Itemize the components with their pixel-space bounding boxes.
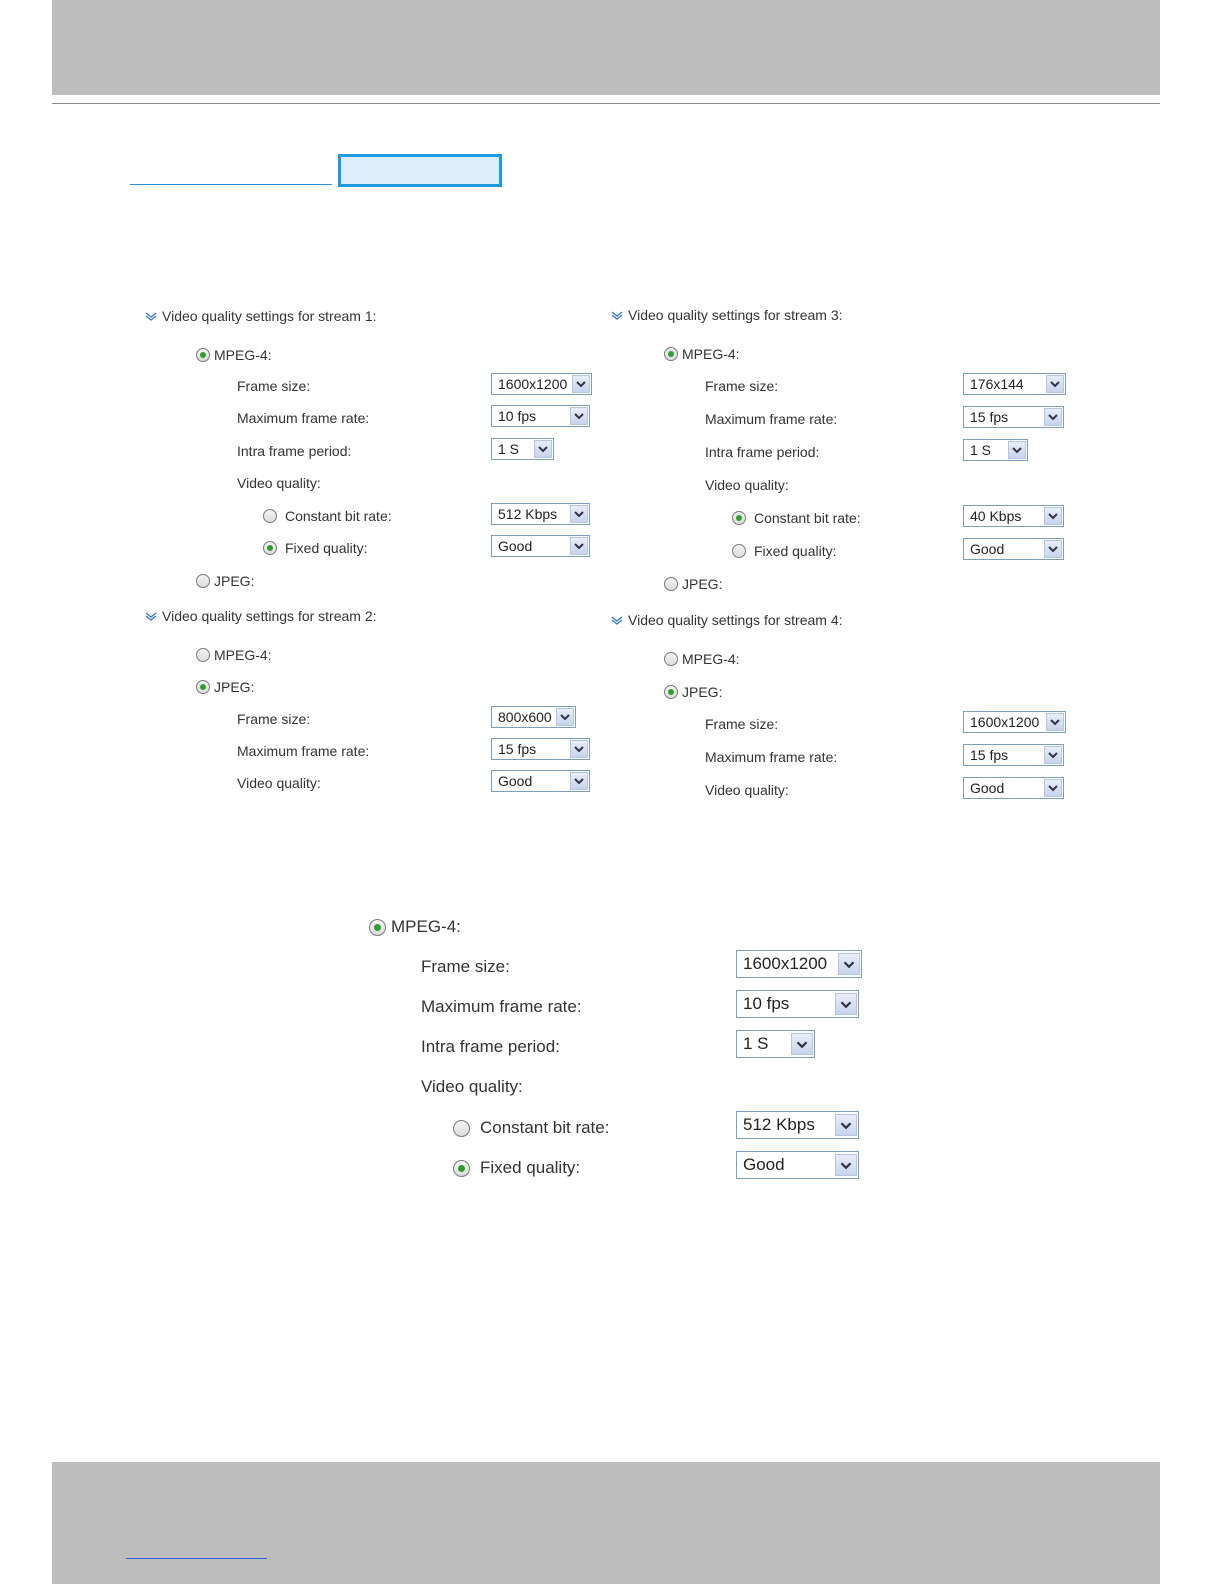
stream3-intra-value: 1 S: [970, 442, 992, 458]
chevron-down-icon[interactable]: [534, 440, 552, 458]
chevron-down-icon[interactable]: [570, 772, 588, 790]
stream3-frame-size-label: Frame size:: [705, 378, 779, 394]
chevron-down-icon[interactable]: [1008, 441, 1026, 459]
stream4-max-rate-select[interactable]: [963, 744, 1064, 766]
zoom-fixed-radio[interactable]: [453, 1160, 470, 1177]
stream1-fixed-value: Good: [498, 538, 533, 554]
stream1-max-rate-select[interactable]: [491, 405, 590, 427]
stream2-jpeg-option[interactable]: [196, 675, 254, 699]
stream4-vq-value: Good: [970, 780, 1005, 796]
stream4-frame-size-label: Frame size:: [705, 716, 779, 732]
stream3-cbr-label: Constant bit rate:: [754, 510, 861, 526]
stream1-cbr-value: 512 Kbps: [498, 506, 558, 522]
stream1-cbr-label: Constant bit rate:: [285, 508, 392, 524]
chevron-down-icon[interactable]: [570, 407, 588, 425]
chevron-down-icon[interactable]: [572, 375, 590, 393]
stream4-jpeg-radio[interactable]: [664, 685, 678, 699]
chevron-down-icon[interactable]: [1044, 408, 1062, 426]
stream1-intra-value: 1 S: [498, 441, 520, 457]
stream3-title: Video quality settings for stream 3:: [628, 307, 843, 323]
zoom-cbr-option[interactable]: [453, 1113, 609, 1143]
stream4-mpeg4-option[interactable]: [664, 647, 740, 671]
stream3-cbr-radio[interactable]: [732, 511, 746, 525]
stream3-max-rate-select[interactable]: [963, 406, 1064, 428]
chevron-down-icon[interactable]: [791, 1033, 813, 1055]
zoom-intra-select[interactable]: [736, 1030, 815, 1058]
stream3-vq-label: Video quality:: [705, 477, 789, 493]
stream1-mpeg4-option[interactable]: [196, 343, 272, 367]
footer-link-underline[interactable]: [126, 1558, 267, 1559]
stream3-mpeg4-radio[interactable]: [664, 347, 678, 361]
stream3-fixed-value: Good: [970, 541, 1005, 557]
stream2-frame-size-select[interactable]: [491, 706, 576, 728]
stream3-fixed-option[interactable]: [732, 539, 836, 563]
zoom-fixed-option[interactable]: [453, 1153, 580, 1183]
stream3-cbr-select[interactable]: [963, 505, 1064, 527]
stream3-max-rate-value: 15 fps: [970, 409, 1009, 425]
stream1-frame-size-select[interactable]: [491, 373, 592, 395]
nav-link-underline[interactable]: [130, 184, 332, 185]
zoom-max-rate-value: 10 fps: [743, 994, 790, 1013]
stream4-mpeg4-label: MPEG-4:: [682, 651, 740, 667]
stream3-jpeg-option[interactable]: [664, 572, 722, 596]
chevron-down-icon[interactable]: [835, 1114, 857, 1136]
zoom-mpeg4-radio[interactable]: [369, 919, 386, 936]
stream1-mpeg4-label: MPEG-4:: [214, 347, 272, 363]
footer-band: [52, 1462, 1160, 1584]
stream1-section-toggle[interactable]: [145, 304, 377, 328]
stream1-intra-select[interactable]: [491, 438, 554, 460]
chevron-down-icon[interactable]: [1046, 713, 1064, 731]
chevron-down-icon[interactable]: [556, 708, 574, 726]
stream4-max-rate-label: Maximum frame rate:: [705, 749, 838, 765]
zoom-cbr-radio[interactable]: [453, 1120, 470, 1137]
stream1-title: Video quality settings for stream 1:: [162, 308, 377, 324]
chevron-down-icon[interactable]: [1044, 746, 1062, 764]
chevron-down-icon[interactable]: [570, 537, 588, 555]
header-band: [52, 0, 1160, 95]
chevron-down-icon[interactable]: [835, 1154, 857, 1176]
stream2-mpeg4-label: MPEG-4:: [214, 647, 272, 663]
stream4-section-toggle[interactable]: [611, 608, 843, 632]
stream3-jpeg-label: JPEG:: [682, 576, 723, 592]
stream2-vq-select[interactable]: [491, 770, 590, 792]
stream2-frame-size-label: Frame size:: [237, 711, 311, 727]
zoom-mpeg4-label: MPEG-4:: [391, 917, 461, 936]
stream2-max-rate-select[interactable]: [491, 738, 590, 760]
zoom-cbr-label: Constant bit rate:: [480, 1118, 610, 1137]
stream2-frame-size-value: 800x600: [498, 709, 552, 725]
stream2-jpeg-radio[interactable]: [196, 680, 210, 694]
stream1-fixed-radio[interactable]: [263, 541, 277, 555]
stream3-frame-size-select[interactable]: [963, 373, 1066, 395]
stream2-max-rate-value: 15 fps: [498, 741, 537, 757]
stream2-title: Video quality settings for stream 2:: [162, 608, 377, 624]
zoom-mpeg4-option[interactable]: [369, 912, 461, 942]
stream4-jpeg-option[interactable]: [664, 680, 722, 704]
chevron-down-icon[interactable]: [1046, 375, 1064, 393]
stream4-frame-size-value: 1600x1200: [970, 714, 1040, 730]
zoom-intra-label: Intra frame period:: [421, 1037, 560, 1056]
stream1-cbr-option[interactable]: [263, 504, 392, 528]
nav-highlight-box[interactable]: [338, 154, 502, 187]
stream4-max-rate-value: 15 fps: [970, 747, 1009, 763]
zoom-cbr-select[interactable]: [736, 1111, 859, 1139]
zoom-frame-size-select[interactable]: [736, 950, 862, 978]
stream3-mpeg4-label: MPEG-4:: [682, 346, 740, 362]
stream2-vq-label: Video quality:: [237, 775, 321, 791]
stream1-jpeg-option[interactable]: [196, 569, 254, 593]
stream4-vq-select[interactable]: [963, 777, 1064, 799]
stream1-fixed-option[interactable]: [263, 536, 367, 560]
zoom-frame-size-value: 1600x1200: [743, 954, 828, 973]
stream1-fixed-label: Fixed quality:: [285, 540, 368, 556]
chevron-down-icon: [145, 611, 157, 621]
stream2-max-rate-label: Maximum frame rate:: [237, 743, 370, 759]
chevron-down-icon[interactable]: [1044, 507, 1062, 525]
zoom-cbr-value: 512 Kbps: [743, 1115, 815, 1134]
chevron-down-icon: [611, 310, 623, 320]
stream3-cbr-value: 40 Kbps: [970, 508, 1022, 524]
stream3-fixed-label: Fixed quality:: [754, 543, 837, 559]
stream1-frame-size-label: Frame size:: [237, 378, 311, 394]
stream2-mpeg4-option[interactable]: [196, 643, 272, 667]
stream4-jpeg-label: JPEG:: [682, 684, 723, 700]
chevron-down-icon: [145, 311, 157, 321]
stream1-max-rate-value: 10 fps: [498, 408, 537, 424]
stream1-intra-label: Intra frame period:: [237, 443, 352, 459]
chevron-down-icon[interactable]: [570, 505, 588, 523]
stream1-max-rate-label: Maximum frame rate:: [237, 410, 370, 426]
stream3-cbr-option[interactable]: [732, 506, 861, 530]
stream3-jpeg-radio[interactable]: [664, 577, 678, 591]
stream3-section-toggle[interactable]: [611, 303, 843, 327]
stream1-frame-size-value: 1600x1200: [498, 376, 568, 392]
chevron-down-icon[interactable]: [838, 953, 860, 975]
stream4-mpeg4-radio[interactable]: [664, 652, 678, 666]
stream4-frame-size-select[interactable]: [963, 711, 1066, 733]
chevron-down-icon[interactable]: [1044, 540, 1062, 558]
stream1-mpeg4-radio[interactable]: [196, 348, 210, 362]
stream1-cbr-radio[interactable]: [263, 509, 277, 523]
stream2-jpeg-label: JPEG:: [214, 679, 255, 695]
chevron-down-icon[interactable]: [1044, 779, 1062, 797]
zoom-vq-label: Video quality:: [421, 1077, 523, 1096]
zoom-frame-size-label: Frame size:: [421, 957, 510, 976]
stream2-vq-value: Good: [498, 773, 533, 789]
stream3-intra-label: Intra frame period:: [705, 444, 820, 460]
zoom-max-rate-label: Maximum frame rate:: [421, 997, 582, 1016]
stream3-intra-select[interactable]: [963, 439, 1028, 461]
stream3-fixed-radio[interactable]: [732, 544, 746, 558]
stream3-frame-size-value: 176x144: [970, 376, 1024, 392]
zoom-fixed-value: Good: [743, 1155, 785, 1174]
zoom-fixed-label: Fixed quality:: [480, 1158, 581, 1177]
chevron-down-icon[interactable]: [570, 740, 588, 758]
stream1-jpeg-label: JPEG:: [214, 573, 255, 589]
chevron-down-icon[interactable]: [835, 993, 857, 1015]
stream1-cbr-select[interactable]: [491, 503, 590, 525]
chevron-down-icon: [611, 615, 623, 625]
stream3-mpeg4-option[interactable]: [664, 342, 740, 366]
stream3-fixed-select[interactable]: [963, 538, 1064, 560]
stream1-fixed-select[interactable]: [491, 535, 590, 557]
zoom-intra-value: 1 S: [743, 1034, 769, 1053]
stream2-mpeg4-radio[interactable]: [196, 648, 210, 662]
stream4-title: Video quality settings for stream 4:: [628, 612, 843, 628]
zoom-max-rate-select[interactable]: [736, 990, 859, 1018]
stream2-section-toggle[interactable]: [145, 604, 377, 628]
header-divider: [52, 103, 1160, 104]
zoom-fixed-select[interactable]: [736, 1151, 859, 1179]
stream4-vq-label: Video quality:: [705, 782, 789, 798]
stream1-jpeg-radio[interactable]: [196, 574, 210, 588]
stream1-vq-label: Video quality:: [237, 475, 321, 491]
stream3-max-rate-label: Maximum frame rate:: [705, 411, 838, 427]
